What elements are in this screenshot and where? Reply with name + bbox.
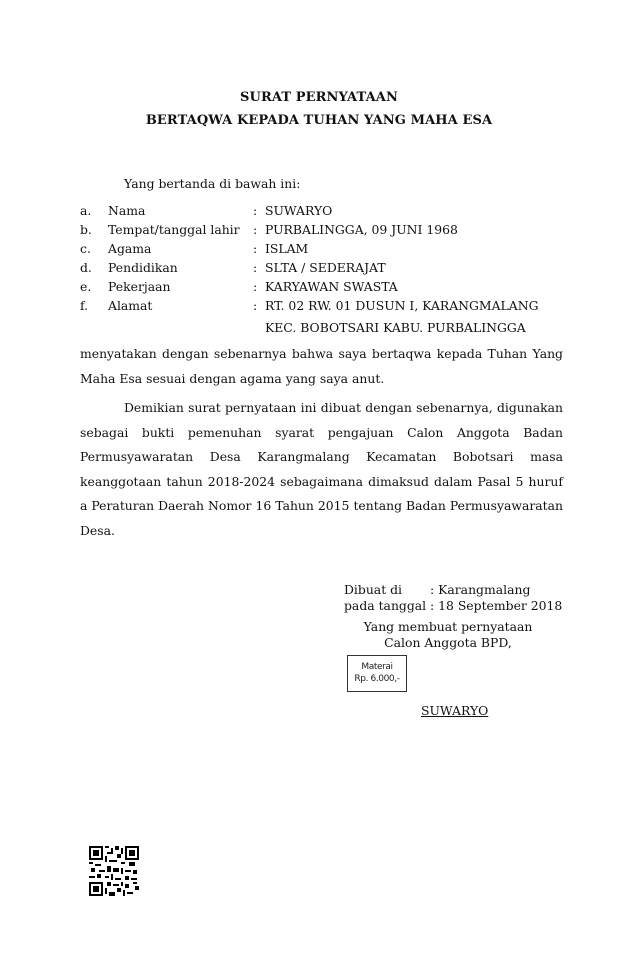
intro-text: Yang bertanda di bawah ini: xyxy=(124,176,301,191)
field-label: Nama xyxy=(108,203,146,218)
field-value: RT. 02 RW. 01 DUSUN I, KARANGMALANG xyxy=(265,298,539,313)
stamp-label: Materai xyxy=(361,662,393,672)
date-label: pada tanggal xyxy=(344,598,427,613)
field-colon: : xyxy=(253,298,258,313)
field-colon: : xyxy=(253,203,258,218)
place-value: : Karangmalang xyxy=(430,582,531,597)
field-value: SUWARYO xyxy=(265,203,333,218)
field-label: Pendidikan xyxy=(108,260,178,275)
field-colon: : xyxy=(253,260,258,275)
field-letter: c. xyxy=(80,241,91,256)
date-value: : 18 September 2018 xyxy=(430,598,563,613)
document-subtitle: BERTAQWA KEPADA TUHAN YANG MAHA ESA xyxy=(145,113,493,128)
field-label: Alamat xyxy=(108,298,153,313)
field-label: Pekerjaan xyxy=(108,279,171,294)
field-alamat xyxy=(80,298,600,316)
field-letter: f. xyxy=(80,298,89,313)
field-colon: : xyxy=(253,222,258,237)
field-value: KARYAWAN SWASTA xyxy=(265,279,398,294)
field-pekerjaan xyxy=(80,279,600,297)
field-pendidikan xyxy=(80,260,600,278)
field-value: SLTA / SEDERAJAT xyxy=(265,260,386,275)
field-letter: e. xyxy=(80,279,92,294)
role-line: Calon Anggota BPD, xyxy=(384,635,512,650)
field-colon: : xyxy=(253,279,258,294)
field-letter: a. xyxy=(80,203,92,218)
address-continuation: KEC. BOBOTSARI KABU. PURBALINGGA xyxy=(265,320,526,335)
signer-name: SUWARYO xyxy=(421,703,489,718)
field-label: Tempat/tanggal lahir xyxy=(108,222,240,237)
field-tempat-tanggal-lahir xyxy=(80,222,600,240)
stamp-box xyxy=(347,655,407,692)
field-value: PURBALINGGA, 09 JUNI 1968 xyxy=(265,222,458,237)
field-label: Agama xyxy=(108,241,152,256)
field-nama xyxy=(80,203,600,221)
statement-paragraph: menyatakan dengan sebenarnya bahwa saya bertaqwa kepada Tuhan Yang Maha Esa sesuai dengan agama yang saya anut. xyxy=(80,346,563,386)
field-letter: b. xyxy=(80,222,92,237)
stamp-amount: Rp. 6.000,- xyxy=(354,674,400,684)
qr-code-icon xyxy=(89,846,139,896)
place-label: Dibuat di xyxy=(344,582,403,597)
field-agama xyxy=(80,241,600,259)
field-colon: : xyxy=(253,241,258,256)
closing-paragraph: Demikian surat pernyataan ini dibuat dengan sebenarnya, digunakan sebagai bukti pemenuhan syarat pengajuan Calon Anggota Badan Permusyawaratan Desa Karangmalang Kecamatan Bobotsari masa keanggotaan tahun 2018-2024 sebagaimana dimaksud dalam Pasal 5 huruf a Peraturan Daerah Nomor 16 Tahun 2015 tentang Badan Permusyawaratan Desa. xyxy=(80,400,563,538)
document-title: SURAT PERNYATAAN xyxy=(240,90,398,105)
maker-line: Yang membuat pernyataan xyxy=(363,619,533,634)
field-letter: d. xyxy=(80,260,92,275)
field-value: ISLAM xyxy=(265,241,309,256)
